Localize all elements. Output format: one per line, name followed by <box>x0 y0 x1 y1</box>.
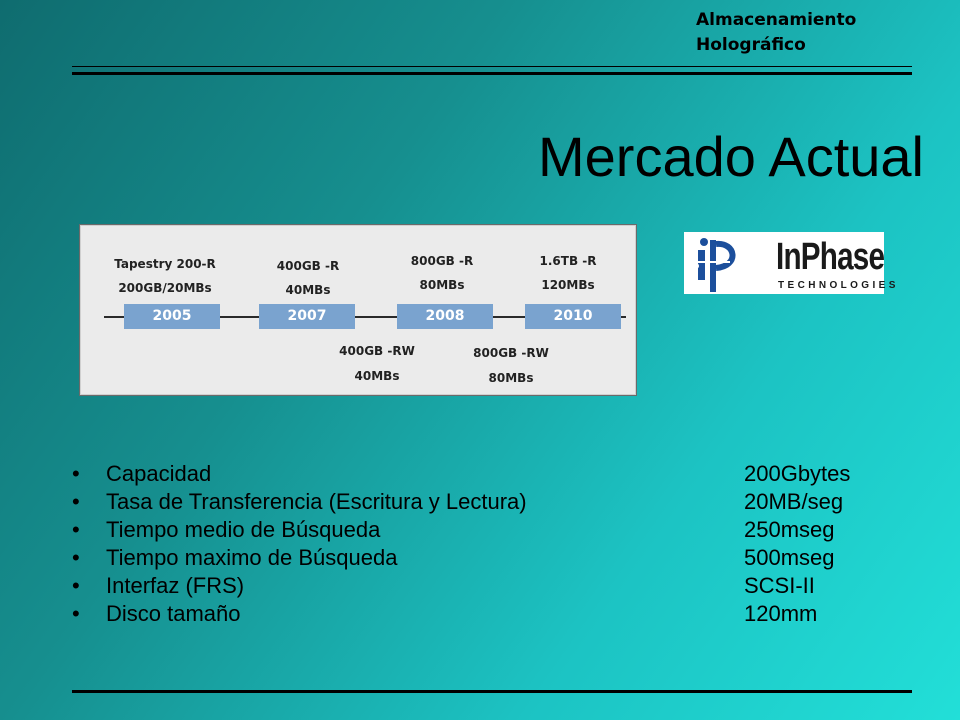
header-title-line1: Almacenamiento <box>696 10 857 30</box>
timeline-diagram <box>79 224 637 396</box>
timeline-above-sub-2: 40MBs <box>285 283 331 297</box>
timeline-above-label-1: Tapestry 200-R <box>114 257 216 271</box>
logo-sub: TECHNOLOGIES <box>778 280 899 291</box>
timeline-year-2007: 2007 <box>259 304 355 329</box>
slide-title: Mercado Actual <box>538 125 924 188</box>
spec-row-capacidad <box>72 460 912 488</box>
spec-value: 20MB/seg <box>744 489 844 514</box>
timeline-above-sub-1: 200GB/20MBs <box>118 281 212 295</box>
spec-value: 120mm <box>744 601 818 626</box>
spec-row-interfaz <box>72 572 912 600</box>
timeline-above-label-4: 1.6TB -R <box>539 254 597 268</box>
header-rule-thick <box>72 72 912 75</box>
bullet: • <box>72 601 80 626</box>
bullet: • <box>72 573 80 598</box>
bullet: • <box>72 489 80 514</box>
spec-value: 500mseg <box>744 545 835 570</box>
header-title <box>696 8 856 58</box>
spec-row-tasa <box>72 488 912 516</box>
bullet: • <box>72 517 80 542</box>
timeline-below-sub-2: 80MBs <box>488 371 534 385</box>
timeline-above-label-2: 400GB -R <box>276 259 340 273</box>
timeline-below-sub-1: 40MBs <box>354 369 400 383</box>
bullet: • <box>72 545 80 570</box>
header-title-line2: Holográfico <box>696 35 806 55</box>
spec-row-tiempo-medio <box>72 516 912 544</box>
spec-value: 250mseg <box>744 517 835 542</box>
timeline-above-label-3: 800GB -R <box>410 254 474 268</box>
spec-label: Tiempo medio de Búsqueda <box>106 517 381 542</box>
spec-label: Capacidad <box>106 461 212 486</box>
spec-row-tiempo-maximo <box>72 544 912 572</box>
header-rule-thin <box>72 66 912 67</box>
spec-label: Interfaz (FRS) <box>106 573 245 598</box>
timeline-below-label-1: 400GB -RW <box>339 344 415 358</box>
logo-brand: InPhase <box>776 236 885 278</box>
spec-value: 200Gbytes <box>744 461 851 486</box>
spec-label: Tiempo maximo de Búsqueda <box>106 545 398 570</box>
timeline-above-sub-4: 120MBs <box>541 278 595 292</box>
bullet: • <box>72 461 80 486</box>
spec-list <box>72 460 912 628</box>
timeline-year-2008: 2008 <box>397 304 493 329</box>
timeline-below-label-2: 800GB -RW <box>473 346 549 360</box>
spec-label: Tasa de Transferencia (Escritura y Lectura) <box>106 489 527 514</box>
timeline-above-sub-3: 80MBs <box>419 278 465 292</box>
spec-label: Disco tamaño <box>106 601 241 626</box>
footer-rule <box>72 690 912 693</box>
timeline-year-2005: 2005 <box>124 304 220 329</box>
inphase-logo <box>684 232 899 294</box>
timeline-year-2010: 2010 <box>525 304 621 329</box>
spec-row-disco <box>72 600 912 628</box>
spec-value: SCSI-II <box>744 573 815 598</box>
